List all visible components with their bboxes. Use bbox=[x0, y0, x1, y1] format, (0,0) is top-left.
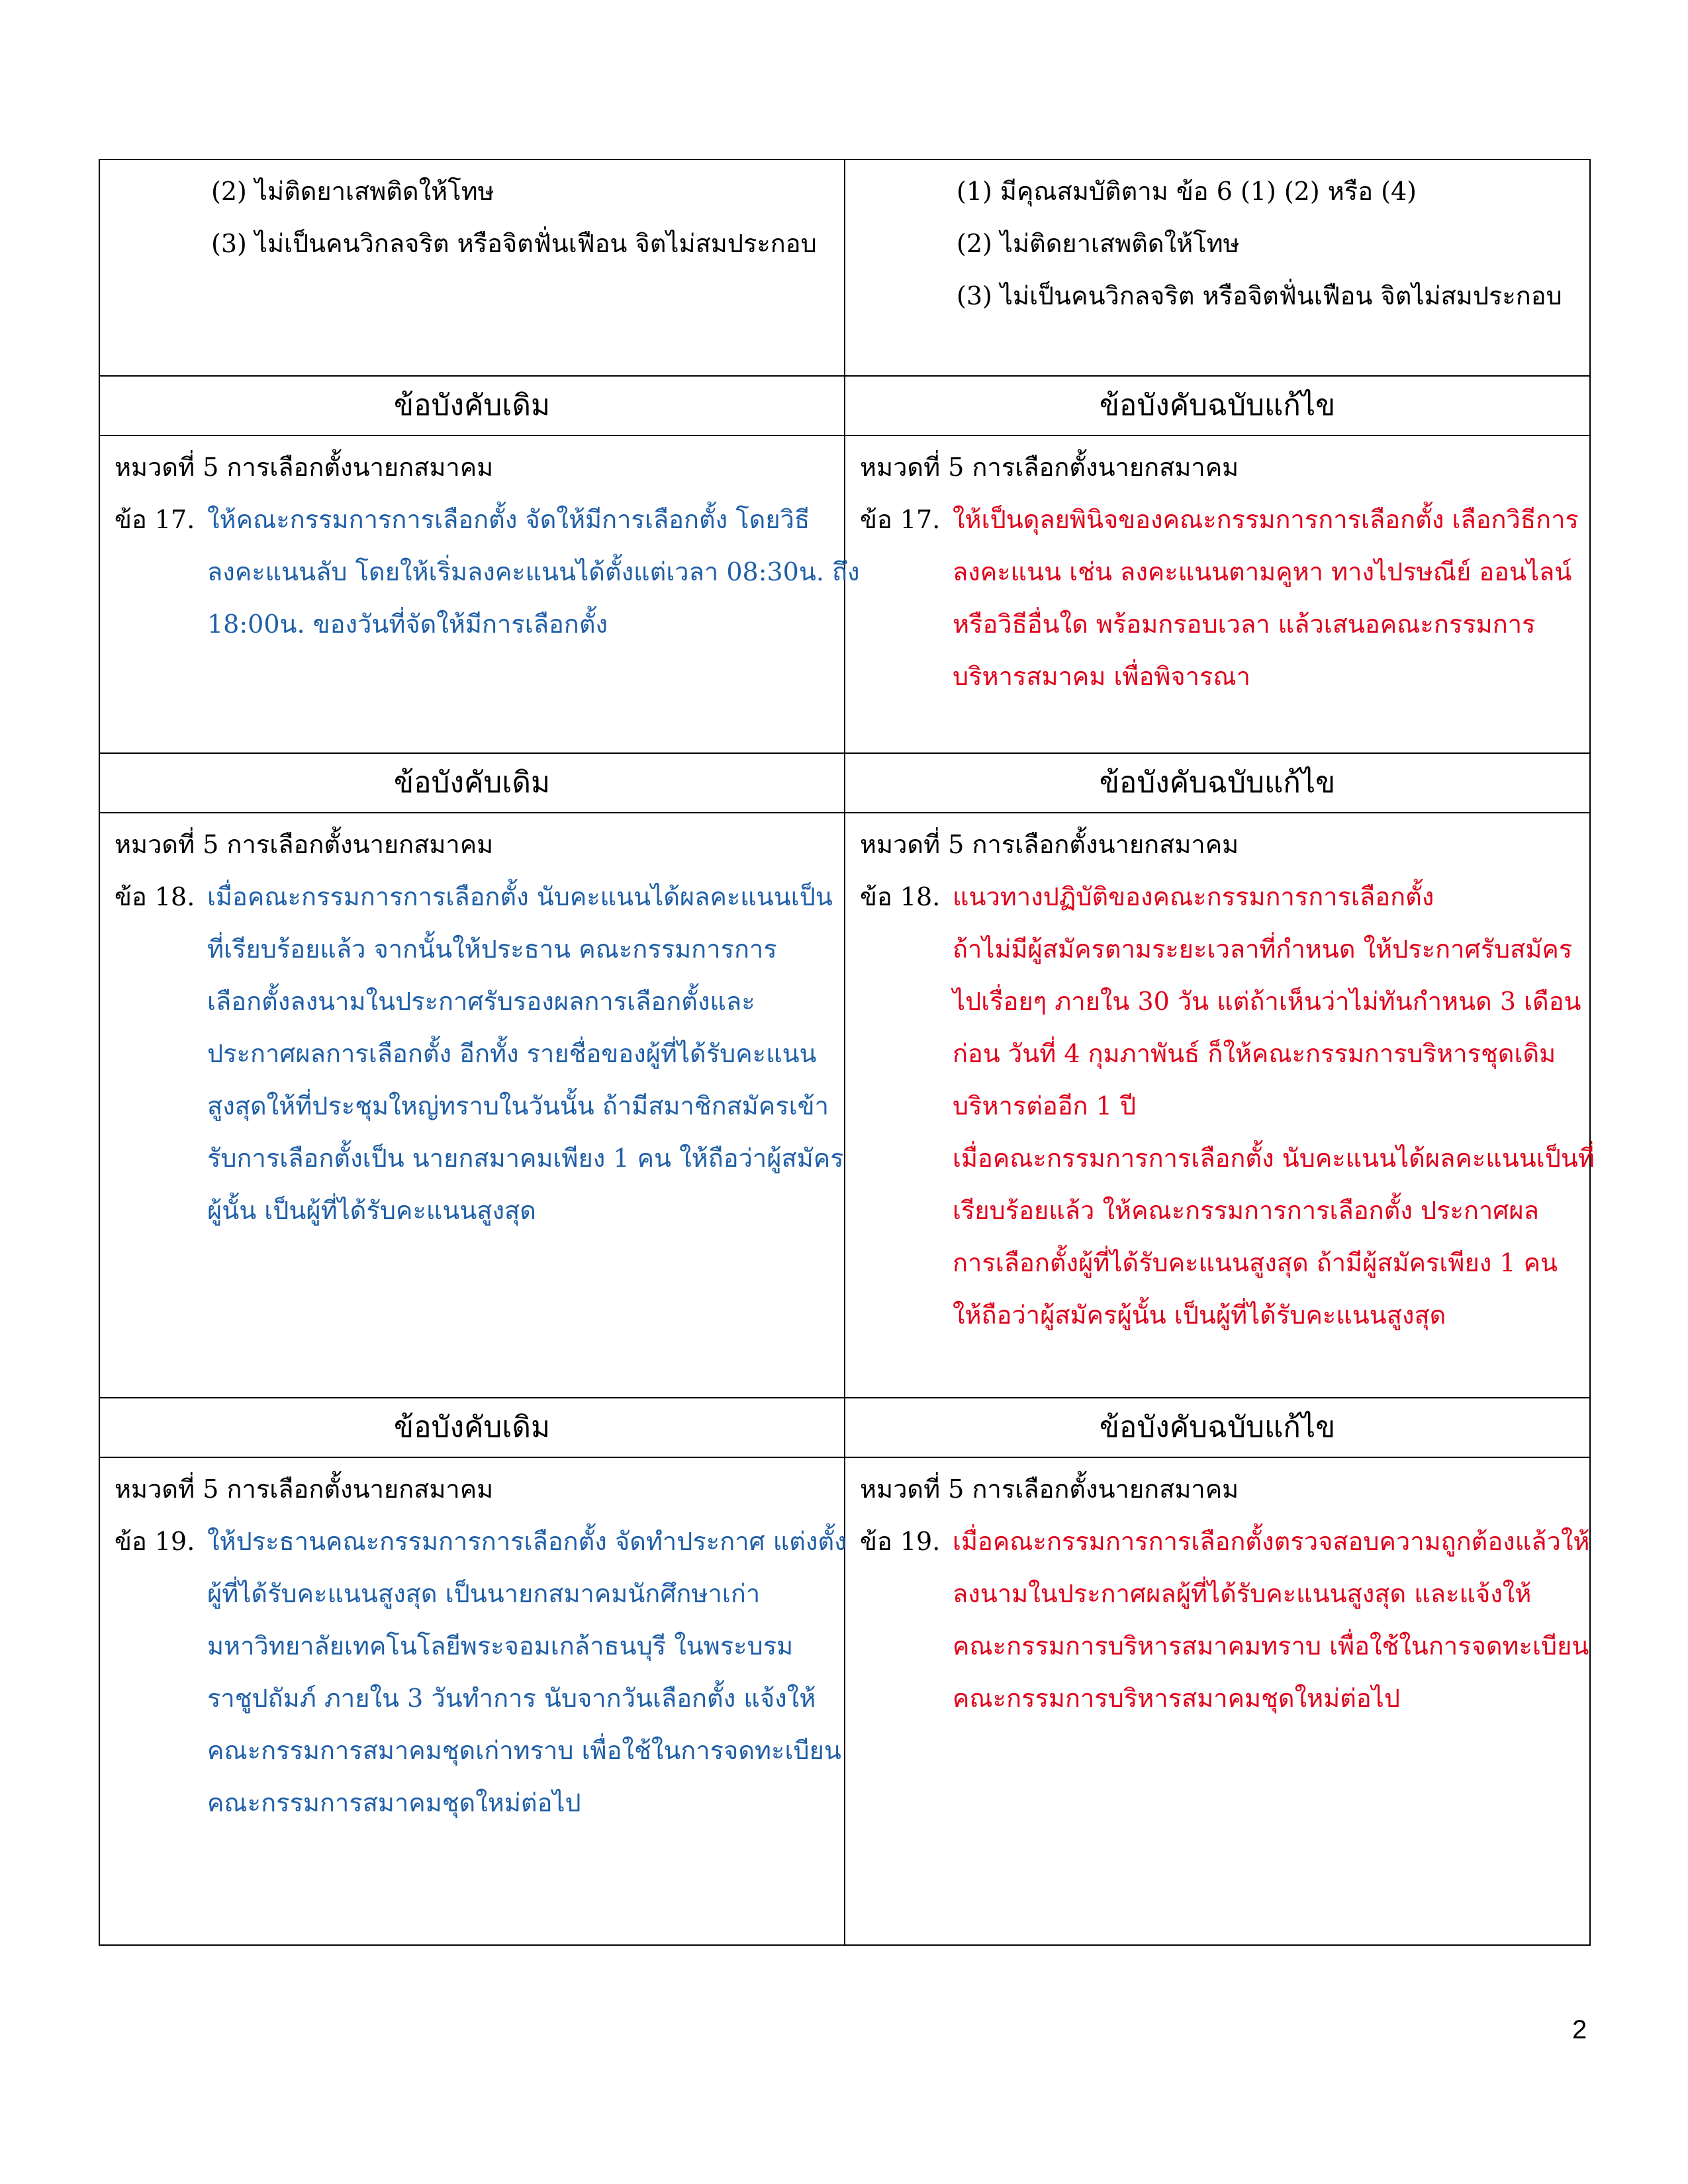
original-cell bbox=[99, 813, 845, 1398]
list-line: (3) ไม่เป็นคนวิกลจริต หรือจิตฟั่นเฟือน จิตไม่สมประกอบ bbox=[211, 229, 817, 258]
chapter-heading: หมวดที่ 5 การเลือกตั้งนายกสมาคม bbox=[860, 830, 1239, 859]
continuation-left-cell bbox=[99, 159, 845, 376]
revised-cell bbox=[845, 435, 1590, 753]
clause bbox=[115, 871, 844, 1237]
clause-line: ประกาศผลการเลือกตั้ง อีกทั้ง รายชื่อของผู้ที่ได้รับคะแนน bbox=[207, 1039, 817, 1068]
clause-line: เรียบร้อยแล้ว ให้คณะกรรมการการเลือกตั้ง ประกาศผล bbox=[953, 1196, 1539, 1225]
clause-line: ให้เป็นดุลยพินิจของคณะกรรมการการเลือกตั้ง เลือกวิธีการ bbox=[953, 505, 1579, 534]
clause bbox=[860, 494, 1579, 703]
revised-header: ข้อบังคับฉบับแก้ไข bbox=[845, 753, 1590, 813]
chapter-heading: หมวดที่ 5 การเลือกตั้งนายกสมาคม bbox=[860, 453, 1239, 482]
clause-number: ข้อ 17. bbox=[115, 505, 195, 534]
clause-line: ลงนามในประกาศผลผู้ที่ได้รับคะแนนสูงสุด และแจ้งให้ bbox=[953, 1579, 1532, 1608]
clause-line: หรือวิธีอื่นใด พร้อมกรอบเวลา แล้วเสนอคณะกรรมการ bbox=[953, 610, 1536, 639]
chapter-heading: หมวดที่ 5 การเลือกตั้งนายกสมาคม bbox=[115, 453, 494, 482]
clause-line: ให้ถือว่าผู้สมัครผู้นั้น เป็นผู้ที่ได้รับคะแนนสูงสุด bbox=[953, 1300, 1446, 1330]
section-row bbox=[99, 1457, 1590, 1945]
clause-body bbox=[953, 871, 1595, 1342]
clause-line: ถ้าไม่มีผู้สมัครตามระยะเวลาที่กำหนด ให้ประกาศรับสมัคร bbox=[953, 934, 1573, 964]
clause-line: ให้ประธานคณะกรรมการการเลือกตั้ง จัดทำประกาศ แต่งตั้ง bbox=[207, 1527, 847, 1556]
clause bbox=[860, 871, 1595, 1342]
clause-number: ข้อ 18. bbox=[860, 882, 941, 911]
original-header: ข้อบังคับเดิม bbox=[99, 1398, 845, 1457]
clause-line: ก่อน วันที่ 4 กุมภาพันธ์ ก็ให้คณะกรรมการบริหารชุดเดิม bbox=[953, 1039, 1556, 1068]
list-line: (3) ไม่เป็นคนวิกลจริต หรือจิตฟั่นเฟือน จิตไม่สมประกอบ bbox=[957, 281, 1562, 310]
clause-body bbox=[207, 871, 844, 1237]
revised-cell bbox=[845, 1457, 1590, 1945]
header-row bbox=[99, 753, 1590, 813]
original-header: ข้อบังคับเดิม bbox=[99, 376, 845, 435]
clause-line: การเลือกตั้งผู้ที่ได้รับคะแนนสูงสุด ถ้ามีผู้สมัครเพียง 1 คน bbox=[953, 1248, 1558, 1277]
clause-line: ลงคะแนน เช่น ลงคะแนนตามคูหา ทางไปรษณีย์ ออนไลน์ bbox=[953, 557, 1572, 586]
revised-header: ข้อบังคับฉบับแก้ไข bbox=[845, 1398, 1590, 1457]
clause-line: ให้คณะกรรมการการเลือกตั้ง จัดให้มีการเลือกตั้ง โดยวิธี bbox=[207, 505, 810, 534]
original-header: ข้อบังคับเดิม bbox=[99, 753, 845, 813]
clause-number: ข้อ 19. bbox=[860, 1527, 941, 1556]
clause-number: ข้อ 17. bbox=[860, 505, 941, 534]
list-line: (2) ไม่ติดยาเสพติดให้โทษ bbox=[957, 229, 1240, 258]
clause-line: 18:00น. ของวันที่จัดให้มีการเลือกตั้ง bbox=[207, 610, 608, 639]
comparison-table bbox=[99, 159, 1595, 1946]
list-line: (2) ไม่ติดยาเสพติดให้โทษ bbox=[211, 177, 494, 206]
header-row bbox=[99, 1398, 1590, 1457]
clause-line: ที่เรียบร้อยแล้ว จากนั้นให้ประธาน คณะกรรมการการ bbox=[207, 934, 777, 964]
clause-line: เมื่อคณะกรรมการการเลือกตั้งตรวจสอบความถูกต้องแล้วให้ bbox=[953, 1527, 1590, 1556]
chapter-heading: หมวดที่ 5 การเลือกตั้งนายกสมาคม bbox=[115, 1475, 494, 1504]
continuation-right-cell bbox=[845, 159, 1590, 376]
clause-body bbox=[207, 494, 860, 651]
chapter-heading: หมวดที่ 5 การเลือกตั้งนายกสมาคม bbox=[115, 830, 494, 859]
clause-line: ลงคะแนนลับ โดยให้เริ่มลงคะแนนได้ตั้งแต่เวลา 08:30น. ถึง bbox=[207, 557, 860, 586]
revised-cell bbox=[845, 813, 1595, 1398]
clause bbox=[115, 494, 860, 651]
original-cell bbox=[99, 1457, 845, 1945]
clause-line: ราชูปถัมภ์ ภายใน 3 วันทำการ นับจากวันเลือกตั้ง แจ้งให้ bbox=[207, 1684, 816, 1713]
clause-line: คณะกรรมการสมาคมชุดใหม่ต่อไป bbox=[207, 1788, 581, 1817]
clause-line: ไปเรื่อยๆ ภายใน 30 วัน แต่ถ้าเห็นว่าไม่ทันกำหนด 3 เดือน bbox=[953, 987, 1581, 1016]
clause-line: เลือกตั้งลงนามในประกาศรับรองผลการเลือกตั้งและ bbox=[207, 987, 755, 1016]
clause-body bbox=[207, 1516, 847, 1829]
clause-line: บริหารต่ออีก 1 ปี bbox=[953, 1091, 1137, 1120]
revised-header: ข้อบังคับฉบับแก้ไข bbox=[845, 376, 1590, 435]
header-row bbox=[99, 376, 1590, 435]
original-cell bbox=[99, 435, 860, 753]
clause-line: มหาวิทยาลัยเทคโนโลยีพระจอมเกล้าธนบุรี ในพระบรม bbox=[207, 1631, 794, 1661]
list-line: (1) มีคุณสมบัติตาม ข้อ 6 (1) (2) หรือ (4) bbox=[957, 177, 1417, 206]
clause-line: ผู้นั้น เป็นผู้ที่ได้รับคะแนนสูงสุด bbox=[207, 1196, 536, 1225]
clause-line: สูงสุดให้ที่ประชุมใหญ่ทราบในวันนั้น ถ้ามีสมาชิกสมัครเข้า bbox=[207, 1091, 829, 1120]
continuation-row bbox=[99, 159, 1590, 376]
clause-line: บริหารสมาคม เพื่อพิจารณา bbox=[953, 662, 1250, 691]
clause-line: เมื่อคณะกรรมการการเลือกตั้ง นับคะแนนได้ผลคะแนนเป็น bbox=[207, 882, 833, 911]
clause-line: ผู้ที่ได้รับคะแนนสูงสุด เป็นนายกสมาคมนักศึกษาเก่า bbox=[207, 1579, 761, 1608]
clause-line: คณะกรรมการสมาคมชุดเก่าทราบ เพื่อใช้ในการจดทะเบียน bbox=[207, 1736, 841, 1765]
chapter-heading: หมวดที่ 5 การเลือกตั้งนายกสมาคม bbox=[860, 1475, 1239, 1504]
clause bbox=[115, 1516, 847, 1829]
section-row bbox=[99, 813, 1590, 1398]
page-number: 2 bbox=[1572, 2015, 1587, 2044]
clause-line: แนวทางปฏิบัติของคณะกรรมการการเลือกตั้ง bbox=[953, 882, 1434, 911]
clause-line: คณะกรรมการบริหารสมาคมชุดใหม่ต่อไป bbox=[953, 1684, 1400, 1713]
clause-body bbox=[953, 494, 1579, 703]
clause-line: คณะกรรมการบริหารสมาคมทราบ เพื่อใช้ในการจดทะเบียน bbox=[953, 1631, 1589, 1661]
clause-body bbox=[953, 1516, 1589, 1725]
clause-number: ข้อ 18. bbox=[115, 882, 195, 911]
clause bbox=[860, 1516, 1590, 1725]
section-row bbox=[99, 435, 1590, 753]
clause-line: รับการเลือกตั้งเป็น นายกสมาคมเพียง 1 คน ให้ถือว่าผู้สมัคร bbox=[207, 1144, 844, 1173]
clause-number: ข้อ 19. bbox=[115, 1527, 195, 1556]
clause-line: เมื่อคณะกรรมการการเลือกตั้ง นับคะแนนได้ผลคะแนนเป็นที่ bbox=[953, 1144, 1595, 1173]
